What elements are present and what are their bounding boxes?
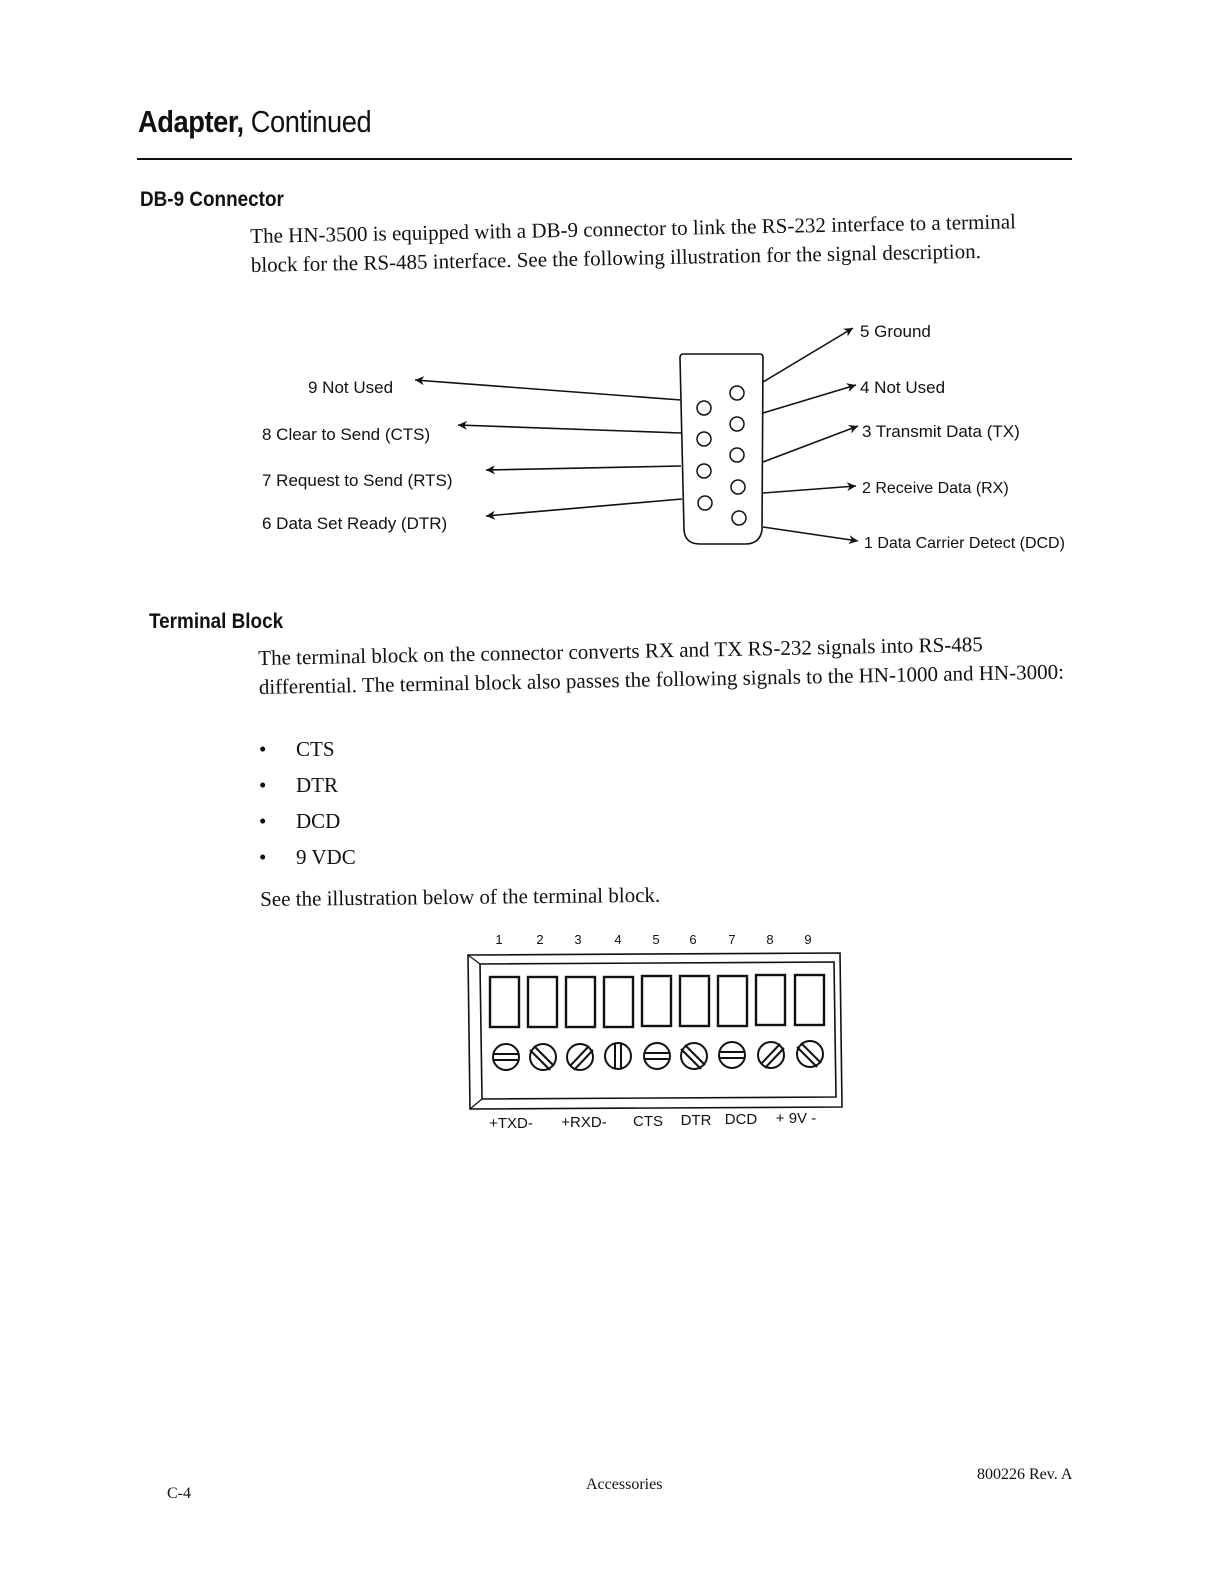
terminal-slot [642, 976, 671, 1026]
list-item: • CTS [259, 731, 356, 767]
pin-3 [730, 448, 744, 462]
pin-5 [730, 386, 744, 400]
label-pin-8: 8 Clear to Send (CTS) [262, 425, 431, 444]
leader-9 [415, 380, 681, 400]
terminal-slot [528, 977, 557, 1027]
title-continued: Continued [250, 104, 372, 139]
terminal-label: + 9V - [775, 1110, 817, 1127]
terminal-screw [493, 1044, 519, 1070]
terminal-label: +RXD- [561, 1114, 607, 1131]
leader-4 [763, 385, 856, 413]
leader-1 [763, 527, 858, 541]
terminal-label: CTS [633, 1113, 663, 1130]
leader-5 [763, 328, 853, 382]
terminal-number: 6 [689, 932, 697, 947]
terminal-number: 4 [614, 932, 622, 947]
terminal-slot [756, 975, 785, 1025]
db9-paragraph: The HN-3500 is equipped with a DB-9 connector to link the RS-232 interface to a terminal block for the RS-485 interface. See the following illustration for the signal description. [250, 209, 1017, 277]
terminal-label: +TXD- [489, 1115, 533, 1132]
pin-2 [731, 480, 745, 494]
terminal-slot [718, 976, 747, 1026]
leader-6 [486, 499, 682, 516]
label-pin-3: 3 Transmit Data (TX) [862, 422, 1020, 441]
list-item: • DTR [259, 767, 356, 803]
terminal-screw [644, 1043, 670, 1069]
terminal-block-diagram [0, 900, 1221, 1150]
list-item: • DCD [259, 803, 356, 839]
terminal-number: 5 [652, 932, 660, 947]
terminal-number: 8 [766, 932, 774, 947]
leader-3 [763, 426, 858, 462]
terminal-number: 2 [536, 932, 544, 947]
terminal-paragraph: The terminal block on the connector converts RX and TX RS-232 signals into RS-485 differential. The terminal block also passes the following signals to the HN-1000 and HN-3000: [258, 632, 1065, 699]
label-pin-7: 7 Request to Send (RTS) [262, 471, 453, 490]
terminal-number: 9 [804, 932, 812, 947]
terminal-slot [604, 977, 633, 1027]
pin-4 [730, 417, 744, 431]
pin-7 [697, 464, 711, 478]
terminal-screw [797, 1041, 823, 1067]
title-bold: Adapter, [138, 104, 244, 139]
label-pin-5: 5 Ground [860, 322, 931, 341]
label-pin-4: 4 Not Used [860, 378, 946, 397]
terminal-slot [566, 977, 595, 1027]
footer-page-number: C-4 [167, 1485, 191, 1502]
terminal-screw [530, 1044, 556, 1070]
list-item: • 9 VDC [259, 839, 356, 875]
terminal-screw [758, 1042, 784, 1068]
terminal-slot [490, 977, 519, 1027]
label-pin-9: 9 Not Used [308, 378, 394, 397]
terminal-screw [719, 1042, 745, 1068]
label-pin-6: 6 Data Set Ready (DTR) [262, 514, 448, 533]
db9-heading: DB-9 Connector [140, 188, 284, 211]
leader-7 [486, 466, 681, 470]
terminal-label: DCD [724, 1111, 758, 1128]
terminal-slot [680, 976, 709, 1026]
terminal-label: DTR [680, 1112, 712, 1129]
leader-8 [458, 425, 681, 433]
label-pin-2: 2 Receive Data (RX) [862, 480, 1009, 497]
pin-9 [697, 401, 711, 415]
terminal-number: 1 [495, 932, 503, 947]
terminal-slots [490, 975, 824, 1027]
terminal-number: 3 [574, 932, 582, 947]
pin-8 [697, 432, 711, 446]
footer-section: Accessories [586, 1476, 663, 1493]
terminal-see-below: See the illustration below of the terminal block. [260, 882, 661, 911]
terminal-screw [681, 1043, 707, 1069]
terminal-heading: Terminal Block [149, 610, 284, 633]
pin-1 [732, 511, 746, 525]
terminal-slot [795, 975, 824, 1025]
signal-list [259, 731, 356, 875]
terminal-number: 7 [728, 932, 736, 947]
db9-diagram [0, 0, 1221, 600]
terminal-screw [567, 1044, 593, 1070]
label-pin-1: 1 Data Carrier Detect (DCD) [864, 535, 1065, 552]
terminal-screw [605, 1043, 631, 1069]
footer-revision: 800226 Rev. A [977, 1466, 1073, 1483]
terminal-frame-inner [480, 962, 836, 1099]
pin-6 [698, 496, 712, 510]
db9-shell [680, 354, 763, 544]
leader-2 [763, 486, 856, 493]
